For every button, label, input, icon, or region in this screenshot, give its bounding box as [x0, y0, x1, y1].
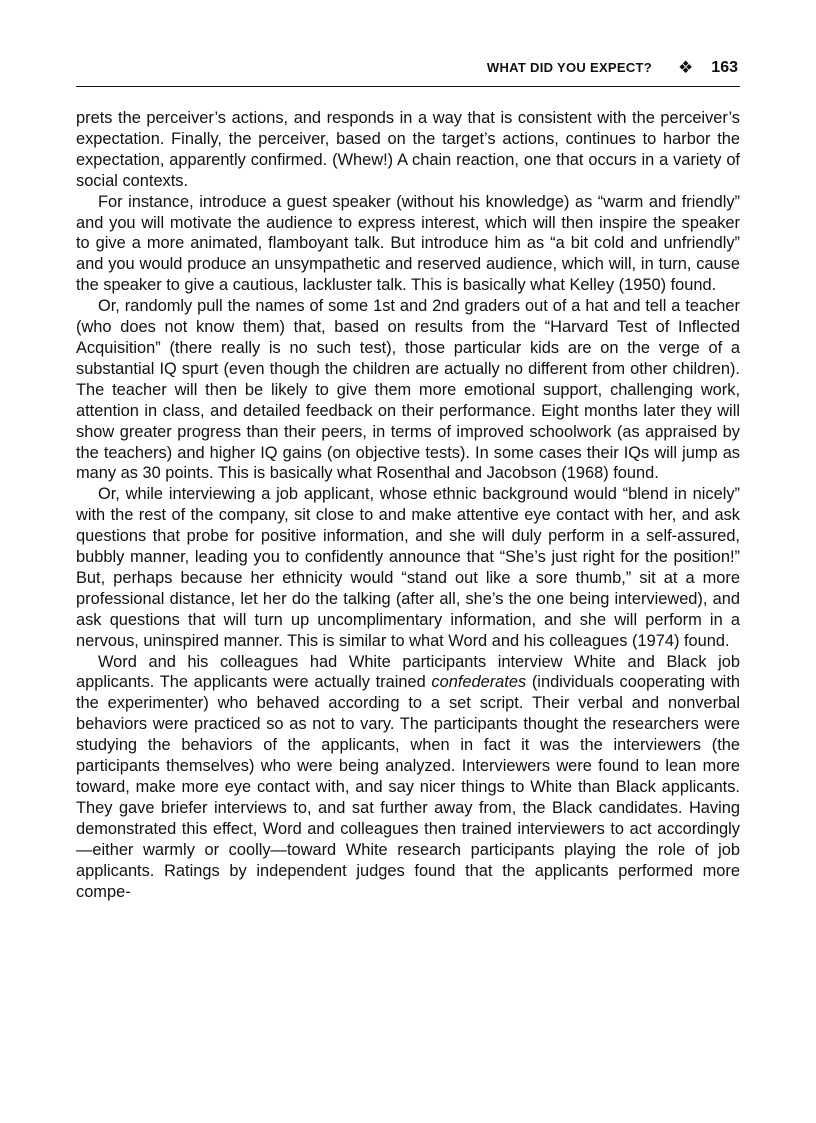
running-head-title: WHAT DID YOU EXPECT? [486, 60, 653, 75]
paragraph-5-text-before: Word and his colleagues had White participants interview White and Black job applicants. The applicants were actually trained [76, 652, 740, 692]
paragraph-3: Or, randomly pull the names of some 1st and 2nd graders out of a hat and tell a teacher (who does not know them) that, based on results from the “Harvard Test of Inflected Acquisition” (there really is no such test), those particular kids are on the verge of a substantial IQ spurt (even though the children are actually no different from other children). The teacher will then be likely to give them more emotional support, challenging work, attention in class, and detailed feedback on their performance. Eight months later they will show greater progress than their peers, in terms of improved schoolwork (as appraised by the teachers) and higher IQ gains (on objective tests). In some cases their IQs will jump as many as 30 points. This is basically what Rosenthal and Jacobson (1968) found. [76, 297, 740, 483]
body-text [76, 108, 740, 902]
paragraph-4: Or, while interviewing a job applicant, whose ethnic background would “blend in nicely” with the rest of the company, sit close to and make attentive eye contact with her, and ask questions that probe for positive information, and she will duly perform in a self-assured, bubbly manner, leading you to confidently announce that “She’s just right for the position!” But, perhaps because her ethnicity would “stand out like a sore thumb,” sit at a more professional distance, let her do the talking (after all, she’s the one being interviewed), and ask questions that will turn up uncomplimentary information, and she will perform in a nervous, uninspired manner. This is similar to what Word and his colleagues (1974) found. [76, 485, 740, 650]
paragraph-5 [76, 652, 740, 903]
running-head [76, 58, 740, 87]
paragraph-1: prets the perceiver’s actions, and responds in a way that is consistent with the perceiver’s expectation. Finally, the perceiver, based on the target’s actions, continues to harbor the expectation, apparently confirmed. (Whew!) A chain reaction, one that occurs in a variety of social contexts. [76, 109, 740, 190]
page-number: 163 [711, 59, 738, 76]
paragraph-5-text-after: (individuals cooperating with the experimenter) who behaved according to a set script. Their verbal and nonverbal behaviors were practiced so as not to vary. The participants thought the researchers were studying the behaviors of the applicants, when in fact it was the interviewers (the participants themselves) who were being analyzed. Interviewers were found to lean more toward, make more eye contact with, and say nicer things to White than Black applicants. They gave briefer interviews to, and sat further away from, the Black candidates. Having demonstrated this effect, Word and colleagues then trained interviewers to act accordingly—either warmly or coolly—toward White research participants playing the role of job applicants. Ratings by independent judges found that the applicants performed more compe- [76, 673, 740, 901]
italic-term-confederates: confederates [431, 673, 527, 692]
paragraph-2: For instance, introduce a guest speaker (without his knowledge) as “warm and friendly” and you will motivate the audience to express interest, which will then inspire the speaker to give a more animated, flamboyant talk. But introduce him as “a bit cold and unfriendly” and you would produce an unsympathetic and reserved audience, which will, in turn, cause the speaker to give a cautious, lackluster talk. This is basically what Kelley (1950) found. [76, 192, 740, 295]
book-page [76, 58, 740, 902]
diamond-ornament-icon: ❖ [678, 58, 694, 77]
